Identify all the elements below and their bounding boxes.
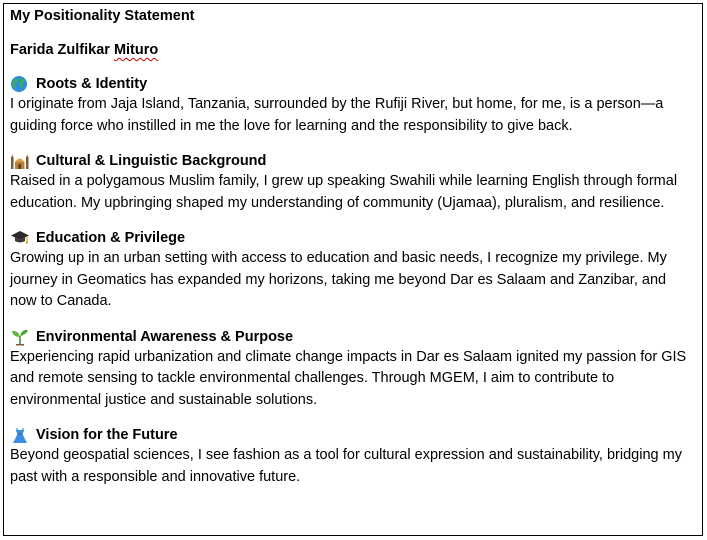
- section-heading: [10, 151, 700, 171]
- section-environmental-awareness: [10, 327, 700, 412]
- section-roots-identity: [10, 74, 700, 137]
- section-heading-text: Education & Privilege: [36, 230, 186, 246]
- section-heading-text: Roots & Identity: [36, 76, 148, 92]
- section-heading: [10, 425, 700, 445]
- section-heading: [10, 228, 700, 248]
- section-heading: [10, 74, 700, 94]
- section-body: Beyond geospatial sciences, I see fashion as a tool for cultural expression and sustainability, bridging my past with a responsible and innovative future.: [10, 447, 682, 485]
- mosque-icon: [10, 152, 30, 170]
- author-first-name: Farida Zulfikar: [10, 42, 114, 58]
- seedling-icon: [10, 328, 30, 346]
- section-body: Raised in a polygamous Muslim family, I grew up speaking Swahili while learning English through formal education. My upbringing shaped my understanding of community (Ujamaa), pluralism, and resilience.: [10, 173, 678, 211]
- section-heading: [10, 327, 700, 347]
- globe-icon: [10, 75, 30, 93]
- section-body: Growing up in an urban setting with access to education and basic needs, I recognize my privilege. My journey in Geomatics has expanded my horizons, taking me beyond Dar es Salaam and Zanzibar, and now to Canada.: [10, 250, 667, 309]
- section-vision-future: [10, 425, 700, 488]
- section-heading-text: Environmental Awareness & Purpose: [36, 328, 294, 345]
- section-heading-text: Cultural & Linguistic Background: [36, 153, 267, 169]
- graduation-cap-icon: [10, 229, 30, 247]
- section-body: Experiencing rapid urbanization and climate change impacts in Dar es Salaam ignited my passion for GIS and remote sensing to tackle environmental challenges. Through MGEM, I aim to contribute to environmental justice and sustainable solutions.: [10, 348, 687, 408]
- author-last-name-spellcheck[interactable]: Mituro: [113, 42, 159, 58]
- section-body: I originate from Jaja Island, Tanzania, surrounded by the Rufiji River, but home, for me, is a person—a guiding force who instilled in me the love for learning and the responsibility to give back.: [10, 96, 664, 134]
- document-title: My Positionality Statement: [10, 8, 195, 24]
- dress-icon: [10, 426, 30, 444]
- document-content: [10, 6, 700, 502]
- author-name: [10, 40, 700, 60]
- section-heading-text: Vision for the Future: [36, 427, 178, 443]
- section-education-privilege: [10, 228, 700, 313]
- section-cultural-linguistic: [10, 151, 700, 214]
